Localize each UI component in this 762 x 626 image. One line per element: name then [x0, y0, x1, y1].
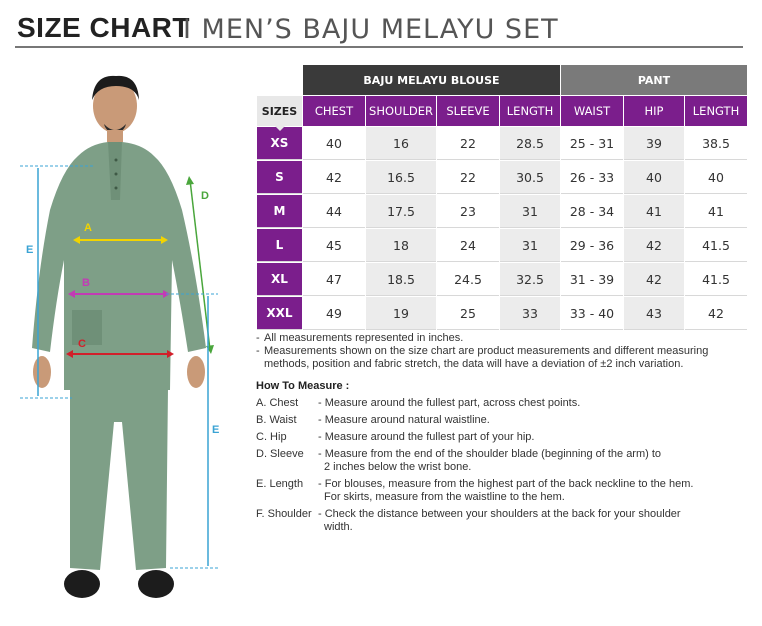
column-header: SHOULDER — [366, 96, 436, 126]
table-cell: 39 — [624, 127, 684, 160]
table-cell: 43 — [624, 297, 684, 330]
size-cell: L — [257, 229, 302, 262]
table-row — [257, 297, 747, 330]
table-cell: 41 — [624, 195, 684, 228]
list-item — [256, 397, 756, 410]
table-cell: 28 - 34 — [561, 195, 623, 228]
group-pant-header: PANT — [561, 65, 747, 95]
table-cell: 31 — [500, 229, 560, 262]
measure-description: width. — [324, 521, 353, 533]
list-item — [256, 448, 756, 474]
model-figure — [20, 70, 245, 615]
measure-label: E. Length — [256, 478, 304, 490]
title-divider — [15, 46, 743, 48]
table-cell: 28.5 — [500, 127, 560, 160]
label-a: A — [84, 222, 92, 234]
table-cell: 24.5 — [437, 263, 499, 296]
column-header: LENGTH — [500, 96, 560, 126]
table-cell: 42 — [685, 297, 747, 330]
table-cell: 47 — [303, 263, 365, 296]
table-cell: 22 — [437, 161, 499, 194]
label-b: B — [82, 277, 90, 289]
table-cell: 44 — [303, 195, 365, 228]
table-cell: 24 — [437, 229, 499, 262]
list-item — [256, 431, 756, 444]
note-text: methods, position and fabric stretch, the data will have a deviation of ±2 inch variation. — [264, 358, 684, 370]
group-header-row — [257, 65, 747, 95]
header — [15, 10, 745, 50]
table-cell: 22 — [437, 127, 499, 160]
how-to-measure-list — [256, 397, 756, 538]
column-header: WAIST — [561, 96, 623, 126]
measure-label: D. Sleeve — [256, 448, 304, 460]
size-cell: XS — [257, 127, 302, 160]
size-cell: M — [257, 195, 302, 228]
measure-label: B. Waist — [256, 414, 297, 426]
size-cell: XXL — [257, 297, 302, 330]
label-d: D — [201, 190, 209, 202]
page-title: SIZE CHART — [17, 12, 190, 43]
table-cell: 31 - 39 — [561, 263, 623, 296]
sizes-header: SIZES — [257, 96, 302, 126]
table-cell: 32.5 — [500, 263, 560, 296]
table-cell: 25 — [437, 297, 499, 330]
measure-description: - Measure around natural waistline. — [318, 414, 490, 426]
table-cell: 33 — [500, 297, 560, 330]
column-header: HIP — [624, 96, 684, 126]
measure-label: F. Shoulder — [256, 508, 312, 520]
table-cell: 40 — [303, 127, 365, 160]
table-cell: 40 — [624, 161, 684, 194]
group-blouse-header: BAJU MELAYU BLOUSE — [303, 65, 560, 95]
label-c: C — [78, 338, 86, 350]
table-cell: 40 — [685, 161, 747, 194]
table-cell: 41.5 — [685, 229, 747, 262]
column-header: SLEEVE — [437, 96, 499, 126]
note-item: - All measurements represented in inches. — [256, 332, 464, 344]
table-cell: 19 — [366, 297, 436, 330]
measure-description: - Measure from the end of the shoulder blade (beginning of the arm) to — [318, 448, 662, 460]
note-text: All measurements represented in inches. — [264, 332, 464, 344]
how-to-measure-title: How To Measure : — [256, 380, 350, 392]
table-row — [257, 127, 747, 160]
table-cell: 26 - 33 — [561, 161, 623, 194]
measure-description: For skirts, measure from the waistline to the hem. — [324, 491, 565, 503]
label-e-pant: E — [212, 424, 220, 436]
note-item: - Measurements shown on the size chart are product measurements and different measuring — [256, 345, 709, 357]
man-in-baju-melayu-figure-icon — [20, 70, 245, 615]
table-cell: 33 - 40 — [561, 297, 623, 330]
measure-description: - Measure around the fullest part of your hip. — [318, 431, 535, 443]
label-e-blouse: E — [26, 244, 34, 256]
table-cell: 45 — [303, 229, 365, 262]
table-cell: 42 — [303, 161, 365, 194]
table-cell: 42 — [624, 263, 684, 296]
notes — [256, 332, 756, 371]
measure-label: A. Chest — [256, 397, 299, 409]
note-text: Measurements shown on the size chart are product measurements and different measuring — [264, 345, 709, 357]
table-cell: 31 — [500, 195, 560, 228]
note-item — [256, 358, 756, 371]
measure-description: - Measure around the fullest part, across chest points. — [318, 397, 581, 409]
size-cell: XL — [257, 263, 302, 296]
table-cell: 49 — [303, 297, 365, 330]
table-cell: 41.5 — [685, 263, 747, 296]
table-cell: 41 — [685, 195, 747, 228]
table-cell: 16 — [366, 127, 436, 160]
list-item — [256, 508, 756, 534]
measure-label: C. Hip — [256, 431, 287, 443]
column-header-row — [257, 96, 747, 126]
table-row — [257, 263, 747, 296]
table-cell: 18.5 — [366, 263, 436, 296]
table-cell: 23 — [437, 195, 499, 228]
measure-description: 2 inches below the wrist bone. — [324, 461, 472, 473]
table-cell: 25 - 31 — [561, 127, 623, 160]
list-item — [256, 478, 756, 504]
table-cell: 42 — [624, 229, 684, 262]
measure-description: - Check the distance between your shoulders at the back for your shoulder — [318, 508, 681, 520]
table-cell: 30.5 — [500, 161, 560, 194]
table-row — [257, 161, 747, 194]
column-header: LENGTH — [685, 96, 747, 126]
table-cell: 16.5 — [366, 161, 436, 194]
page-subtitle: I MEN’S BAJU MELAYU SET — [183, 14, 559, 45]
blank-cell — [257, 65, 302, 95]
table-cell: 18 — [366, 229, 436, 262]
table-row — [257, 229, 747, 262]
table-cell: 17.5 — [366, 195, 436, 228]
size-table — [256, 64, 748, 331]
table-cell: 29 - 36 — [561, 229, 623, 262]
measure-description: - For blouses, measure from the highest part of the back neckline to the hem. — [318, 478, 694, 490]
table-row — [257, 195, 747, 228]
column-header: CHEST — [303, 96, 365, 126]
size-cell: S — [257, 161, 302, 194]
list-item — [256, 414, 756, 427]
table-cell: 38.5 — [685, 127, 747, 160]
